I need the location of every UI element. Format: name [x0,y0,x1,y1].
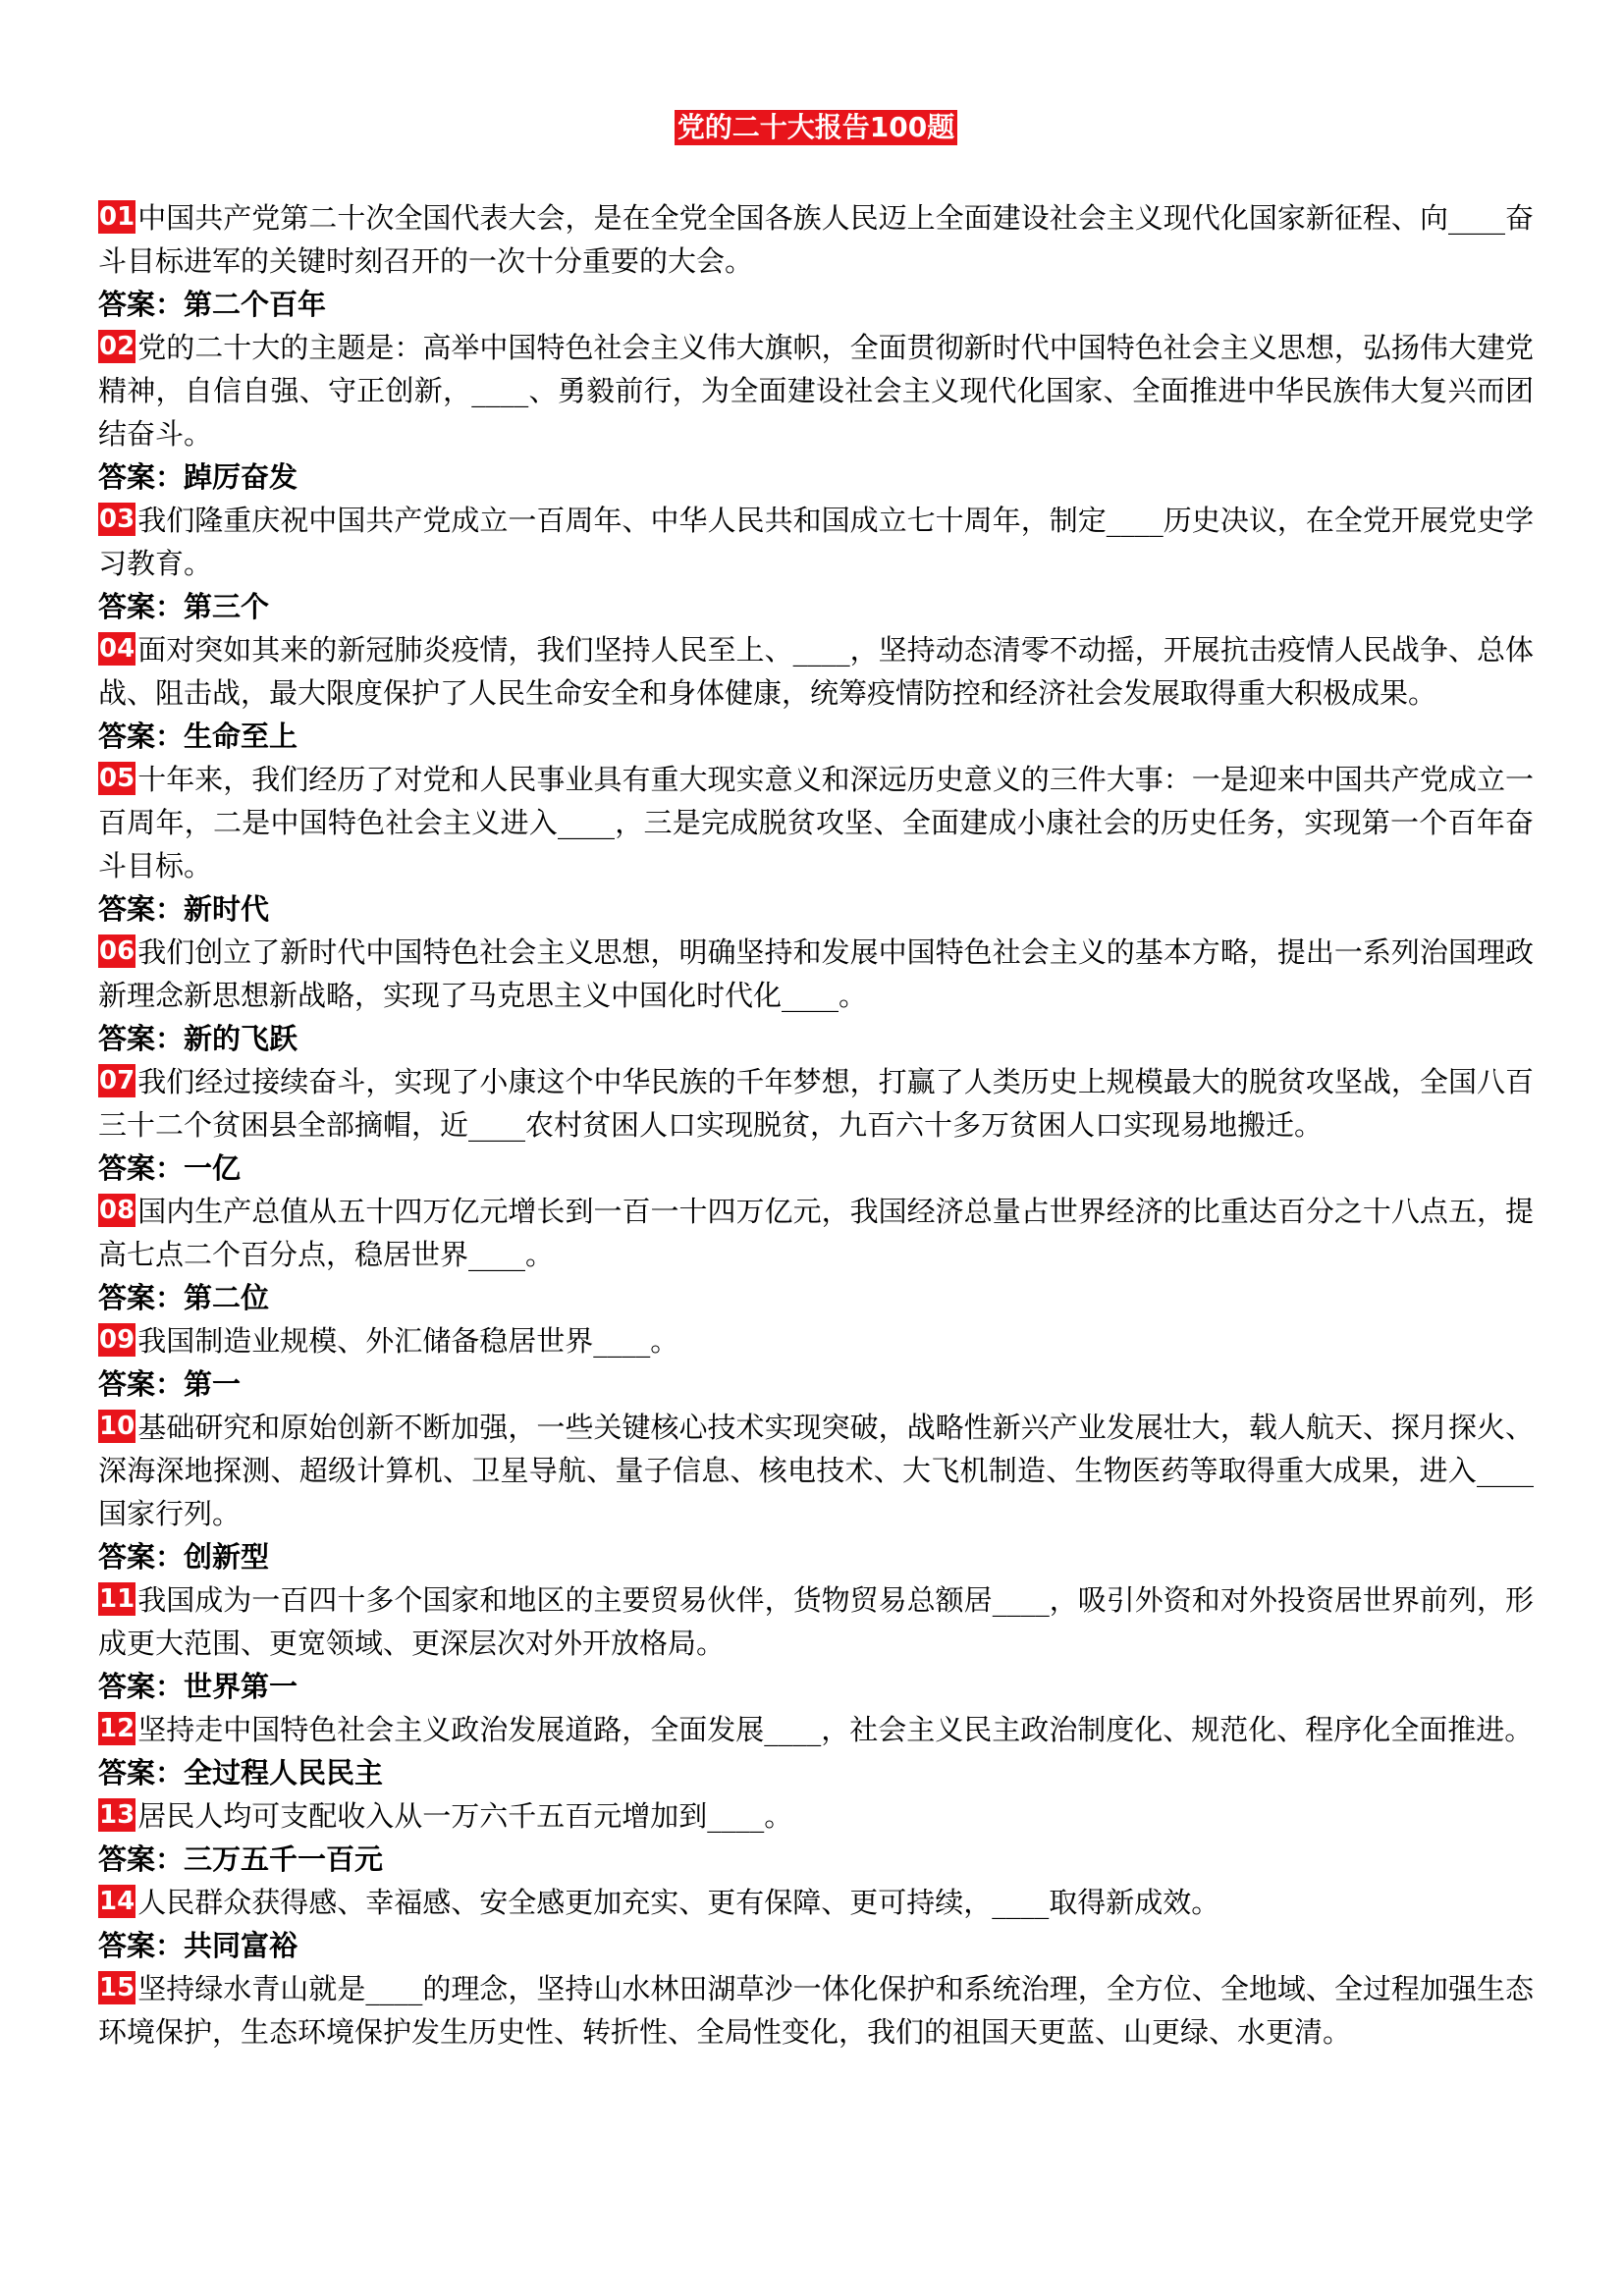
question-01 [98,196,1534,283]
page-title: 党的二十大报告100题 [675,110,957,145]
answer-text: 共同富裕 [184,1929,298,1962]
question-text: 中国共产党第二十次全国代表大会，是在全党全国各族人民迈上全面建设社会主义现代化国家新征程、向____奋斗目标进军的关键时刻召开的一次十分重要的大会。 [98,201,1534,278]
answer-11 [98,1665,1534,1708]
answer-08 [98,1276,1534,1319]
question-text: 我国成为一百四十多个国家和地区的主要贸易伙伴，货物贸易总额居____，吸引外资和对外投资居世界前列，形成更大范围、更宽领域、更深层次对外开放格局。 [98,1583,1534,1660]
question-number-badge: 10 [99,1412,135,1441]
question-number-badge: 08 [99,1196,135,1225]
answer-label: 答案： [98,1540,185,1574]
answer-07 [98,1147,1534,1190]
question-text: 党的二十大的主题是：高举中国特色社会主义伟大旗帜，全面贯彻新时代中国特色社会主义思想，弘扬伟大建党精神，自信自强、守正创新，____、勇毅前行，为全面建设社会主义现代化国家、全面推进中华民族伟大复兴而团结奋斗。 [98,331,1534,451]
answer-text: 三万五千一百元 [184,1842,384,1876]
question-number-badge: 09 [99,1325,135,1355]
question-text: 我们创立了新时代中国特色社会主义思想，明确坚持和发展中国特色社会主义的基本方略，提出一系列治国理政新理念新思想新战略，实现了马克思主义中国化时代化____。 [98,935,1534,1012]
question-13 [98,1794,1534,1838]
question-text: 坚持走中国特色社会主义政治发展道路，全面发展____，社会主义民主政治制度化、规范化、程序化全面推进。 [137,1713,1534,1746]
question-number-badge: 15 [99,1973,135,2002]
answer-label: 答案： [98,1929,185,1962]
question-number-badge: 12 [99,1714,135,1743]
answer-text: 第一 [184,1367,242,1401]
answer-13 [98,1838,1534,1881]
question-15 [98,1967,1534,2054]
answer-text: 世界第一 [184,1670,298,1703]
answer-02 [98,455,1534,499]
question-number-badge: 11 [99,1584,135,1614]
answer-text: 踔厉奋发 [184,460,298,494]
answer-09 [98,1362,1534,1406]
question-text: 基础研究和原始创新不断加强，一些关键核心技术实现突破，战略性新兴产业发展壮大，载人航天、探月探火、深海深地探测、超级计算机、卫星导航、量子信息、核电技术、大飞机制造、生物医药等取得重大成果，进入____国家行列。 [98,1411,1534,1530]
question-number-badge: 03 [99,505,135,534]
answer-label: 答案： [98,1151,185,1185]
answer-10 [98,1535,1534,1578]
answer-label: 答案： [98,1022,185,1055]
question-text: 十年来，我们经历了对党和人民事业具有重大现实意义和深远历史意义的三件大事：一是迎来中国共产党成立一百周年，二是中国特色社会主义进入____，三是完成脱贫攻坚、全面建成小康社会的历史任务，实现第一个百年奋斗目标。 [98,763,1534,882]
answer-14 [98,1924,1534,1967]
answer-03 [98,585,1534,628]
question-number-badge: 05 [99,764,135,793]
question-14 [98,1881,1534,1924]
answer-12 [98,1751,1534,1794]
answer-label: 答案： [98,1842,185,1876]
answer-label: 答案： [98,1367,185,1401]
question-text: 面对突如其来的新冠肺炎疫情，我们坚持人民至上、____，坚持动态清零不动摇，开展抗击疫情人民战争、总体战、阻击战，最大限度保护了人民生命安全和身体健康，统筹疫情防控和经济社会发展取得重大积极成果。 [98,633,1534,710]
answer-label: 答案： [98,460,185,494]
question-08 [98,1190,1534,1276]
question-text: 居民人均可支配收入从一万六千五百元增加到____。 [137,1799,793,1833]
answer-label: 答案： [98,1670,185,1703]
question-12 [98,1708,1534,1751]
answer-text: 新时代 [184,892,270,926]
answer-text: 一亿 [184,1151,242,1185]
question-number-badge: 14 [99,1887,135,1916]
answer-05 [98,887,1534,931]
question-number-badge: 04 [99,634,135,664]
answer-04 [98,715,1534,758]
question-05 [98,758,1534,887]
question-text: 国内生产总值从五十四万亿元增长到一百一十四万亿元，我国经济总量占世界经济的比重达百分之十八点五，提高七点二个百分点，稳居世界____。 [98,1195,1534,1271]
question-text: 我们经过接续奋斗，实现了小康这个中华民族的千年梦想，打赢了人类历史上规模最大的脱贫攻坚战，全国八百三十二个贫困县全部摘帽，近____农村贫困人口实现脱贫，九百六十多万贫困人口实现易地搬迁。 [98,1065,1534,1142]
question-number-badge: 01 [99,202,135,232]
question-number-badge: 13 [99,1800,135,1830]
question-02 [98,326,1534,455]
answer-label: 答案： [98,892,185,926]
question-number-badge: 02 [99,332,135,361]
question-text: 人民群众获得感、幸福感、安全感更加充实、更有保障、更可持续，____取得新成效。 [137,1886,1220,1919]
question-number-badge: 06 [99,936,135,966]
question-text: 我国制造业规模、外汇储备稳居世界____。 [137,1324,679,1358]
answer-text: 第三个 [184,590,270,623]
answer-label: 答案： [98,720,185,753]
question-number-badge: 07 [99,1066,135,1095]
question-11 [98,1578,1534,1665]
question-10 [98,1406,1534,1535]
question-list [98,196,1534,2054]
answer-label: 答案： [98,288,185,321]
title-row [98,110,1534,151]
answer-text: 第二个百年 [184,288,327,321]
answer-text: 全过程人民民主 [184,1756,384,1789]
question-03 [98,499,1534,585]
question-07 [98,1060,1534,1147]
question-04 [98,628,1534,715]
answer-01 [98,283,1534,326]
question-text: 坚持绿水青山就是____的理念，坚持山水林田湖草沙一体化保护和系统治理，全方位、全地域、全过程加强生态环境保护，生态环境保护发生历史性、转折性、全局性变化，我们的祖国天更蓝、山更绿、水更清。 [98,1972,1534,2049]
answer-06 [98,1017,1534,1060]
answer-text: 新的飞跃 [184,1022,298,1055]
answer-text: 生命至上 [184,720,298,753]
answer-label: 答案： [98,590,185,623]
question-text: 我们隆重庆祝中国共产党成立一百周年、中华人民共和国成立七十周年，制定____历史决议，在全党开展党史学习教育。 [98,504,1534,580]
document-page [98,0,1534,2054]
question-06 [98,931,1534,1017]
answer-text: 第二位 [184,1281,270,1314]
question-09 [98,1319,1534,1362]
answer-text: 创新型 [184,1540,270,1574]
answer-label: 答案： [98,1281,185,1314]
answer-label: 答案： [98,1756,185,1789]
